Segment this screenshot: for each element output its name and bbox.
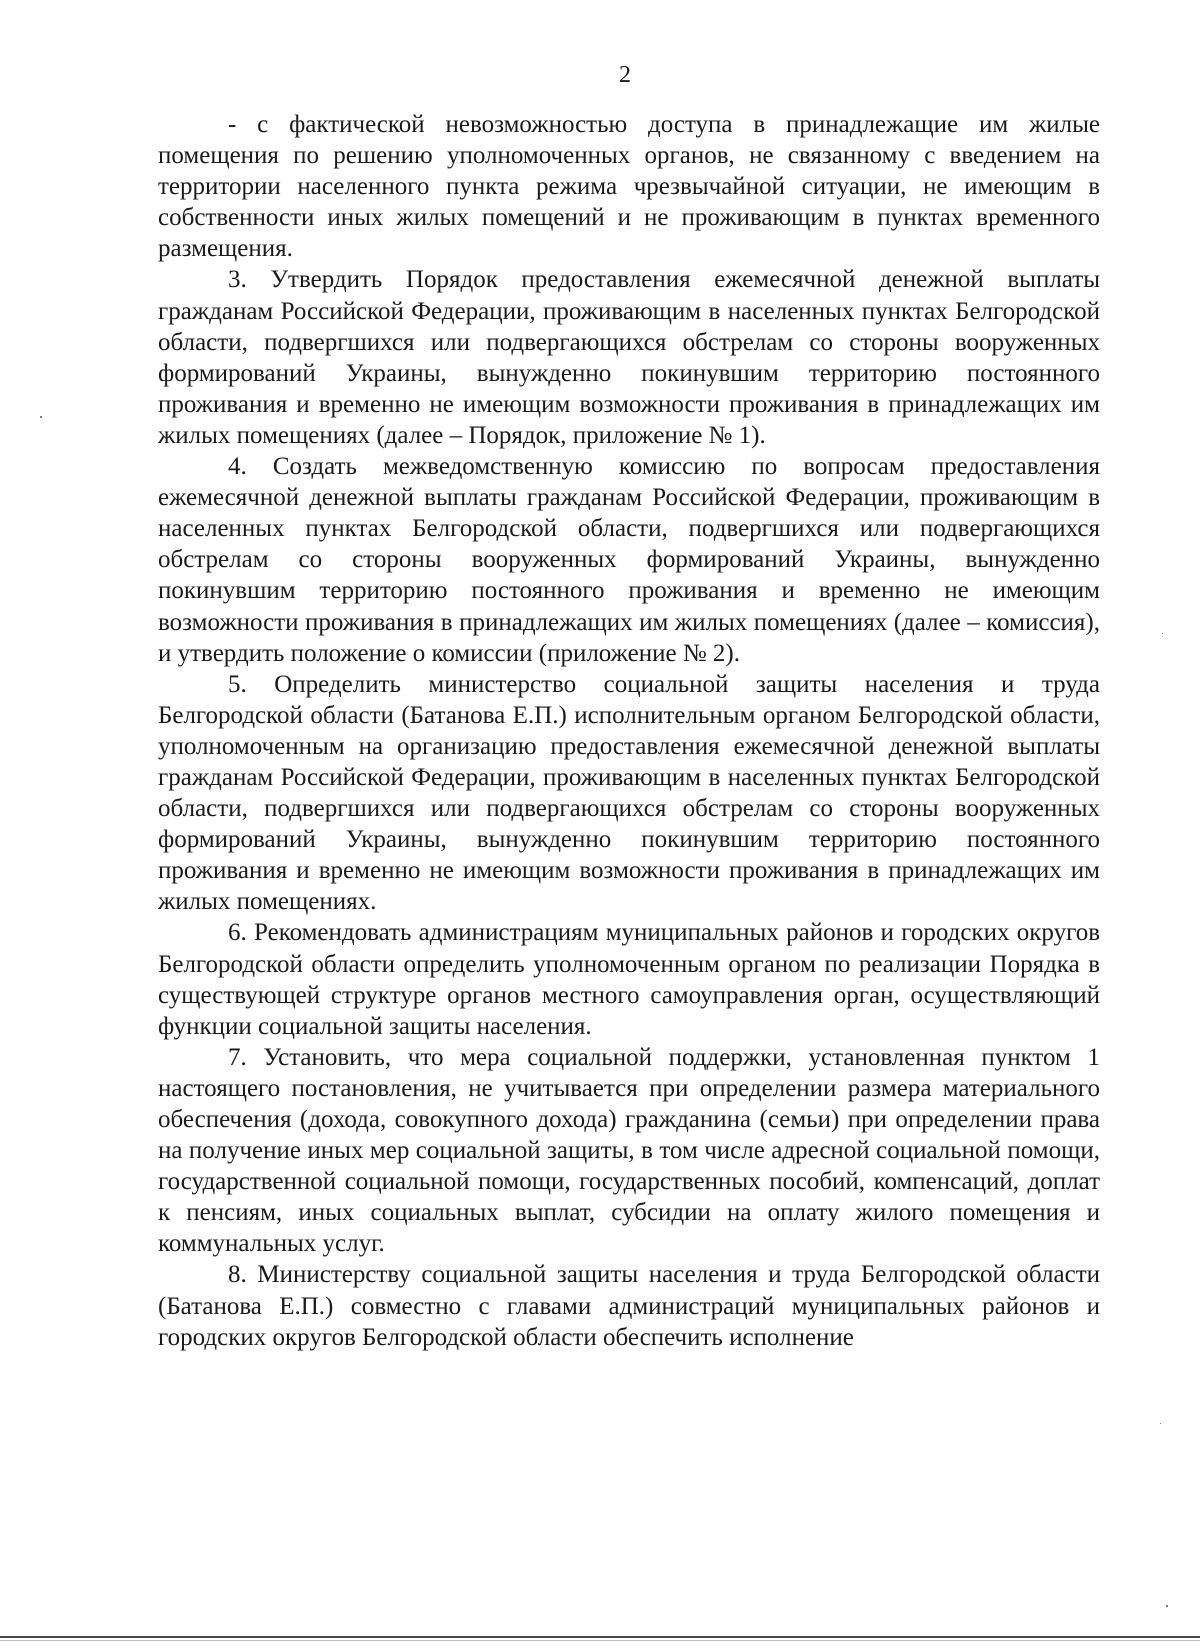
scan-edge-line — [0, 1636, 1200, 1638]
page-number: 2 — [619, 62, 631, 88]
paragraph-item-5: 5. Определить министерство социальной защиты населения и труда Белгородской области (Батанова Е.П.) исполнительным органом Белгородской области, уполномоченным на организацию предоставления ежемесячной денежной выплаты гражданам Российской Федерации, проживающим в населенных пунктах Белгородской области, подвергшихся или подвергающихся обстрелам со стороны вооруженных формирований Украины, вынужденно покинувшим территорию постоянного проживания и временно не имеющим возможности проживания в принадлежащих им жилых помещениях. — [158, 670, 1100, 916]
paragraph-item-8: 8. Министерству социальной защиты населения и труда Белгородской области (Батанова Е.П.) совместно с главами администраций муниципальных районов и городских округов Белгородской области обеспечить исполнение — [158, 1261, 1100, 1351]
scan-speck — [1166, 1605, 1168, 1607]
scan-speck — [1160, 1423, 1161, 1424]
document-body — [158, 109, 1100, 1353]
paragraph-item-7: 7. Установить, что мера социальной поддержки, установленная пунктом 1 настоящего постановления, не учитывается при определении размера материального обеспечения (дохода, совокупного дохода) гражданина (семьи) при определении права на получение иных мер социальной защиты, в том числе адресной социальной помощи, государственной социальной помощи, государственных пособий, компенсаций, доплат к пенсиям, иных социальных выплат, субсидии на оплату жилого помещения и коммунальных услуг. — [158, 1043, 1100, 1258]
paragraph-continuation: - с фактической невозможностью доступа в принадлежащие им жилые помещения по решению уполномоченных органов, не связанному с введением на территории населенного пункта режима чрезвычайной ситуации, не имеющим в собственности иных жилых помещений и не проживающим в пунктах временного размещения. — [158, 111, 1100, 263]
scan-edge-shadow — [0, 1640, 1200, 1641]
paragraph-item-6: 6. Рекомендовать администрациям муниципальных районов и городских округов Белгородской области определить уполномоченным органом по реализации Порядка в существующей структуре органов местного самоуправления орган, осуществляющий функции социальной защиты населения. — [158, 919, 1100, 1040]
paragraph-item-3: 3. Утвердить Порядок предоставления ежемесячной денежной выплаты гражданам Российской Федерации, проживающим в населенных пунктах Белгородской области, подвергшихся или подвергающихся обстрелам со стороны вооруженных формирований Украины, вынужденно покинувшим территорию постоянного проживания и временно не имеющим возможности проживания в принадлежащих им жилых помещениях (далее – Порядок, приложение № 1). — [158, 266, 1100, 449]
paragraph-item-4: 4. Создать межведомственную комиссию по вопросам предоставления ежемесячной денежной выплаты гражданам Российской Федерации, проживающим в населенных пунктах Белгородской области, подвергшихся или подвергающихся обстрелам со стороны вооруженных формирований Украины, вынужденно покинувшим территорию постоянного проживания и временно не имеющим возможности проживания в принадлежащих им жилых помещениях (далее – комиссия), и утвердить положение о комиссии (приложение № 2). — [158, 453, 1100, 667]
scan-speck — [1162, 633, 1163, 634]
scan-speck — [40, 416, 42, 418]
